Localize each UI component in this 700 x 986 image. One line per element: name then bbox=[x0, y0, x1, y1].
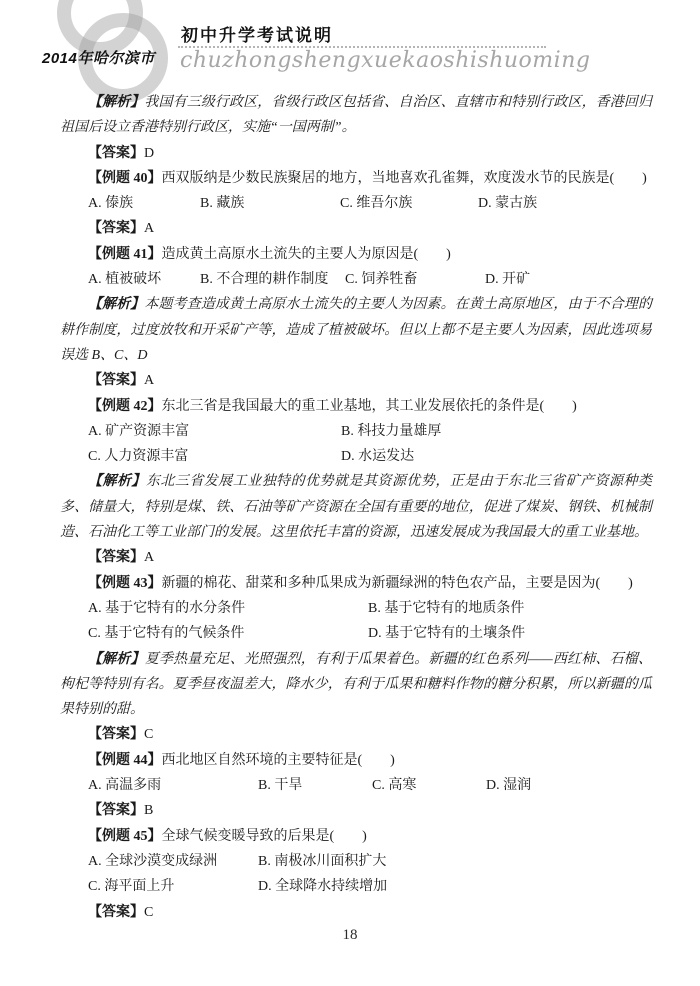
answer-value: D bbox=[144, 145, 155, 161]
question-label: 【例题 43】 bbox=[88, 575, 162, 591]
answer-value: C bbox=[144, 727, 154, 743]
analysis-paragraph bbox=[60, 469, 652, 545]
option-b: B. 基于它特有的地质条件 bbox=[368, 600, 525, 616]
option-d: D. 湿润 bbox=[486, 778, 532, 794]
analysis-paragraph bbox=[60, 90, 652, 141]
answer-label: 【答案】 bbox=[88, 803, 144, 819]
question-options bbox=[60, 267, 652, 292]
option-b: B. 南极冰川面积扩大 bbox=[258, 853, 387, 869]
option-c: C. 海平面上升 bbox=[88, 879, 175, 895]
option-d: D. 基于它特有的土壤条件 bbox=[368, 626, 526, 642]
stem-text: 造成黄土高原水土流失的主要人为原因是( ) bbox=[161, 246, 451, 262]
option-a: A. 基于它特有的水分条件 bbox=[88, 600, 246, 616]
question-options bbox=[60, 191, 652, 216]
stem-text: 东北三省是我国最大的重工业基地，其工业发展依托的条件是( ) bbox=[161, 398, 577, 414]
stem-text: 西北地区自然环境的主要特征是( ) bbox=[161, 752, 395, 768]
option-c: C. 高寒 bbox=[372, 778, 417, 794]
answer-value: A bbox=[144, 550, 155, 566]
answer-line bbox=[60, 216, 652, 241]
question-stem bbox=[60, 571, 652, 596]
question-stem bbox=[60, 242, 652, 267]
analysis-label: 【解析】 bbox=[88, 474, 146, 490]
answer-label: 【答案】 bbox=[88, 727, 144, 743]
option-d: D. 全球降水持续增加 bbox=[258, 879, 388, 895]
edition-label: 2014年哈尔滨市 bbox=[42, 50, 155, 67]
analysis-label: 【解析】 bbox=[88, 297, 145, 313]
analysis-paragraph bbox=[60, 292, 652, 368]
question-options bbox=[60, 849, 652, 874]
doc-title: 初中升学考试说明 bbox=[181, 26, 333, 45]
question-options bbox=[60, 444, 652, 469]
question-options bbox=[60, 773, 652, 798]
answer-label: 【答案】 bbox=[88, 145, 144, 161]
answer-line bbox=[60, 722, 652, 747]
option-a: A. 植被破坏 bbox=[88, 272, 162, 288]
answer-value: B bbox=[144, 803, 154, 819]
option-c: C. 饲养牲畜 bbox=[345, 272, 418, 288]
analysis-paragraph bbox=[60, 647, 652, 723]
option-c: C. 人力资源丰富 bbox=[88, 449, 189, 465]
question-stem bbox=[60, 824, 652, 849]
question-options bbox=[60, 621, 652, 646]
analysis-label: 【解析】 bbox=[88, 651, 145, 667]
analysis-text: 东北三省发展工业独特的优势就是其资源优势，正是由于东北三省矿产资源种类多、储量大，特别是煤、铁、石油等矿产资源在全国有重要的地位，促进了煤炭、钢铁、机械制造、石油化工等工业部门的发展。这里依托丰富的资源，迅速发展成为我国最大的重工业基地。 bbox=[60, 474, 653, 541]
analysis-text: 我国有三级行政区，省级行政区包括省、自治区、直辖市和特别行政区，香港回归祖国后设立香港特别行政区，实施“一国两制”。 bbox=[60, 95, 653, 136]
question-label: 【例题 40】 bbox=[88, 170, 162, 186]
question-label: 【例题 44】 bbox=[88, 752, 162, 768]
question-options bbox=[60, 596, 652, 621]
answer-line bbox=[60, 798, 652, 823]
option-d: D. 开矿 bbox=[485, 272, 531, 288]
question-stem bbox=[60, 748, 652, 773]
answer-value: A bbox=[144, 221, 155, 237]
option-a: A. 全球沙漠变成绿洲 bbox=[88, 853, 218, 869]
answer-line bbox=[60, 545, 652, 570]
option-b: B. 不合理的耕作制度 bbox=[200, 272, 329, 288]
question-options bbox=[60, 874, 652, 899]
pinyin-subtitle: chuzhongshengxuekaoshishuoming bbox=[180, 48, 591, 73]
analysis-text: 本题考查造成黄土高原水土流失的主要人为因素。在黄土高原地区，由于不合理的耕作制度，过度放牧和开采矿产等，造成了植被破坏。但以上都不是主要人为因素，因此选项易误选 B、C、D bbox=[60, 297, 653, 363]
page-header bbox=[0, 0, 700, 92]
option-c: C. 基于它特有的气候条件 bbox=[88, 626, 245, 642]
answer-label: 【答案】 bbox=[88, 221, 144, 237]
analysis-text: 夏季热量充足、光照强烈，有利于瓜果着色。新疆的红色系列——西红柿、石榴、枸杞等特别有名。夏季昼夜温差大，降水少，有利于瓜果和糖料作物的糖分积累，所以新疆的瓜果特别的甜。 bbox=[60, 651, 652, 718]
question-options bbox=[60, 419, 652, 444]
option-d: D. 水运发达 bbox=[341, 449, 415, 465]
answer-label: 【答案】 bbox=[88, 373, 144, 389]
stem-text: 西双版纳是少数民族聚居的地方，当地喜欢孔雀舞，欢度泼水节的民族是( ) bbox=[161, 170, 647, 186]
analysis-label: 【解析】 bbox=[88, 95, 145, 110]
answer-line bbox=[60, 900, 652, 925]
stem-text: 全球气候变暖导致的后果是( ) bbox=[161, 828, 367, 844]
option-b: B. 科技力量雄厚 bbox=[341, 423, 442, 439]
answer-value: A bbox=[144, 373, 155, 389]
page-number: 18 bbox=[342, 927, 358, 943]
document-body bbox=[60, 90, 652, 925]
question-label: 【例题 45】 bbox=[88, 828, 162, 844]
answer-line bbox=[60, 141, 652, 166]
stem-text: 新疆的棉花、甜菜和多种瓜果成为新疆绿洲的特色农产品，主要是因为( ) bbox=[161, 575, 633, 591]
question-stem bbox=[60, 166, 652, 191]
question-stem bbox=[60, 394, 652, 419]
answer-line bbox=[60, 368, 652, 393]
option-d: D. 蒙古族 bbox=[478, 196, 538, 212]
option-a: A. 高温多雨 bbox=[88, 778, 162, 794]
answer-label: 【答案】 bbox=[88, 550, 144, 566]
option-a: A. 傣族 bbox=[88, 196, 134, 212]
option-b: B. 干旱 bbox=[258, 778, 303, 794]
option-c: C. 维吾尔族 bbox=[340, 196, 413, 212]
answer-label: 【答案】 bbox=[88, 904, 144, 920]
answer-value: C bbox=[144, 904, 154, 920]
option-b: B. 藏族 bbox=[200, 196, 245, 212]
question-label: 【例题 41】 bbox=[88, 246, 162, 262]
option-a: A. 矿产资源丰富 bbox=[88, 423, 190, 439]
question-label: 【例题 42】 bbox=[88, 398, 162, 414]
